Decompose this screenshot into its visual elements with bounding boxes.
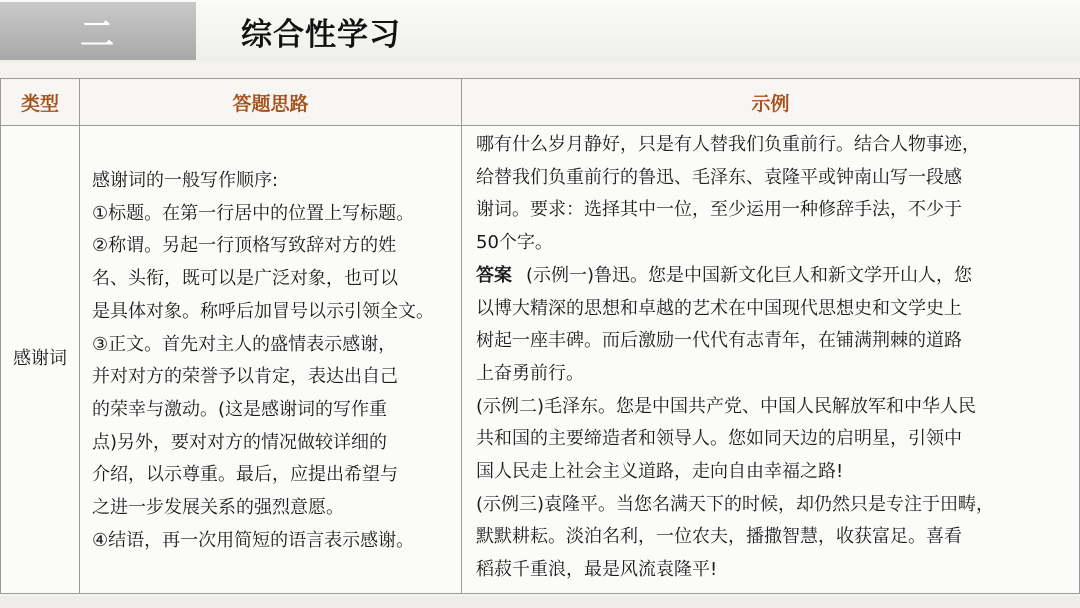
question-line: 给替我们负重前行的鲁迅、毛泽东、袁隆平或钟南山写一段感 <box>476 166 962 188</box>
approach-line: 点)另外，要对对方的情况做较详细的 <box>92 431 388 453</box>
bottom-strip <box>0 596 1080 608</box>
approach-cell <box>80 126 462 594</box>
type-cell: 感谢词 <box>1 126 80 594</box>
example-cell <box>462 126 1080 594</box>
answer-line: 树起一座丰碑。而后激励一代代有志青年，在铺满荆棘的道路 <box>476 330 962 352</box>
answer-line: (示例二)毛泽东。您是中国共产党、中国人民解放军和中华人民 <box>476 395 977 417</box>
section-title: 综合性学习 <box>241 16 401 53</box>
content-table <box>0 78 1080 594</box>
approach-line: ②称谓。另起一行顶格写致辞对方的姓 <box>92 235 397 257</box>
answer-line: 以博大精深的思想和卓越的艺术在中国现代思想史和文学史上 <box>476 297 962 319</box>
answer-line: 上奋勇前行。 <box>476 362 584 384</box>
answer-line: 稻菽千重浪，最是风流袁隆平! <box>476 559 718 581</box>
answer-line: (示例三)袁隆平。当您名满天下的时候，却仍然只是专注于田畴， <box>476 493 995 515</box>
approach-line: 名、头衔，既可以是广泛对象，也可以 <box>92 268 398 290</box>
approach-line: 之进一步发展关系的强烈意愿。 <box>92 497 344 519</box>
approach-line: 的荣幸与激动。(这是感谢词的写作重 <box>92 398 388 420</box>
answer-first-line <box>476 260 1073 293</box>
table-row <box>1 126 1080 594</box>
table-header-row <box>1 79 1080 126</box>
header-example: 示例 <box>462 79 1080 126</box>
question-line: 哪有什么岁月静好，只是有人替我们负重前行。结合人物事迹， <box>476 134 980 155</box>
answer-line: 共和国的主要缔造者和领导人。您如同天边的启明星，引领中 <box>476 428 962 450</box>
approach-line: ④结语，再一次用简短的语言表示感谢。 <box>92 529 415 551</box>
approach-line: 并对对方的荣誉予以肯定，表达出自己 <box>92 366 398 388</box>
header-approach: 答题思路 <box>80 79 462 126</box>
answer-label: 答案 <box>476 264 512 286</box>
approach-line: ③正文。首先对主人的盛情表示感谢， <box>92 333 397 355</box>
approach-line: 感谢词的一般写作顺序: <box>92 170 279 191</box>
header-type: 类型 <box>1 79 80 126</box>
approach-line: 是具体对象。称呼后加冒号以示引领全文。 <box>92 300 434 322</box>
approach-line: ①标题。在第一行居中的位置上写标题。 <box>92 202 415 224</box>
approach-line: 介绍，以示尊重。最后，应提出希望与 <box>92 464 398 486</box>
content-table-wrapper <box>0 78 1080 594</box>
question-line: 谢词。要求：选择其中一位，至少运用一种修辞手法，不少于 <box>476 199 962 221</box>
answer-line: 默默耕耘。淡泊名利，一位农夫，播撒智慧，收获富足。喜看 <box>476 526 962 548</box>
question-line: 50个字。 <box>476 232 553 254</box>
answer-text: (示例一)鲁迅。您是中国新文化巨人和新文学开山人，您 <box>526 264 973 286</box>
answer-line: 国人民走上社会主义道路，走向自由幸福之路! <box>476 461 844 483</box>
section-number: 二 <box>80 14 116 55</box>
